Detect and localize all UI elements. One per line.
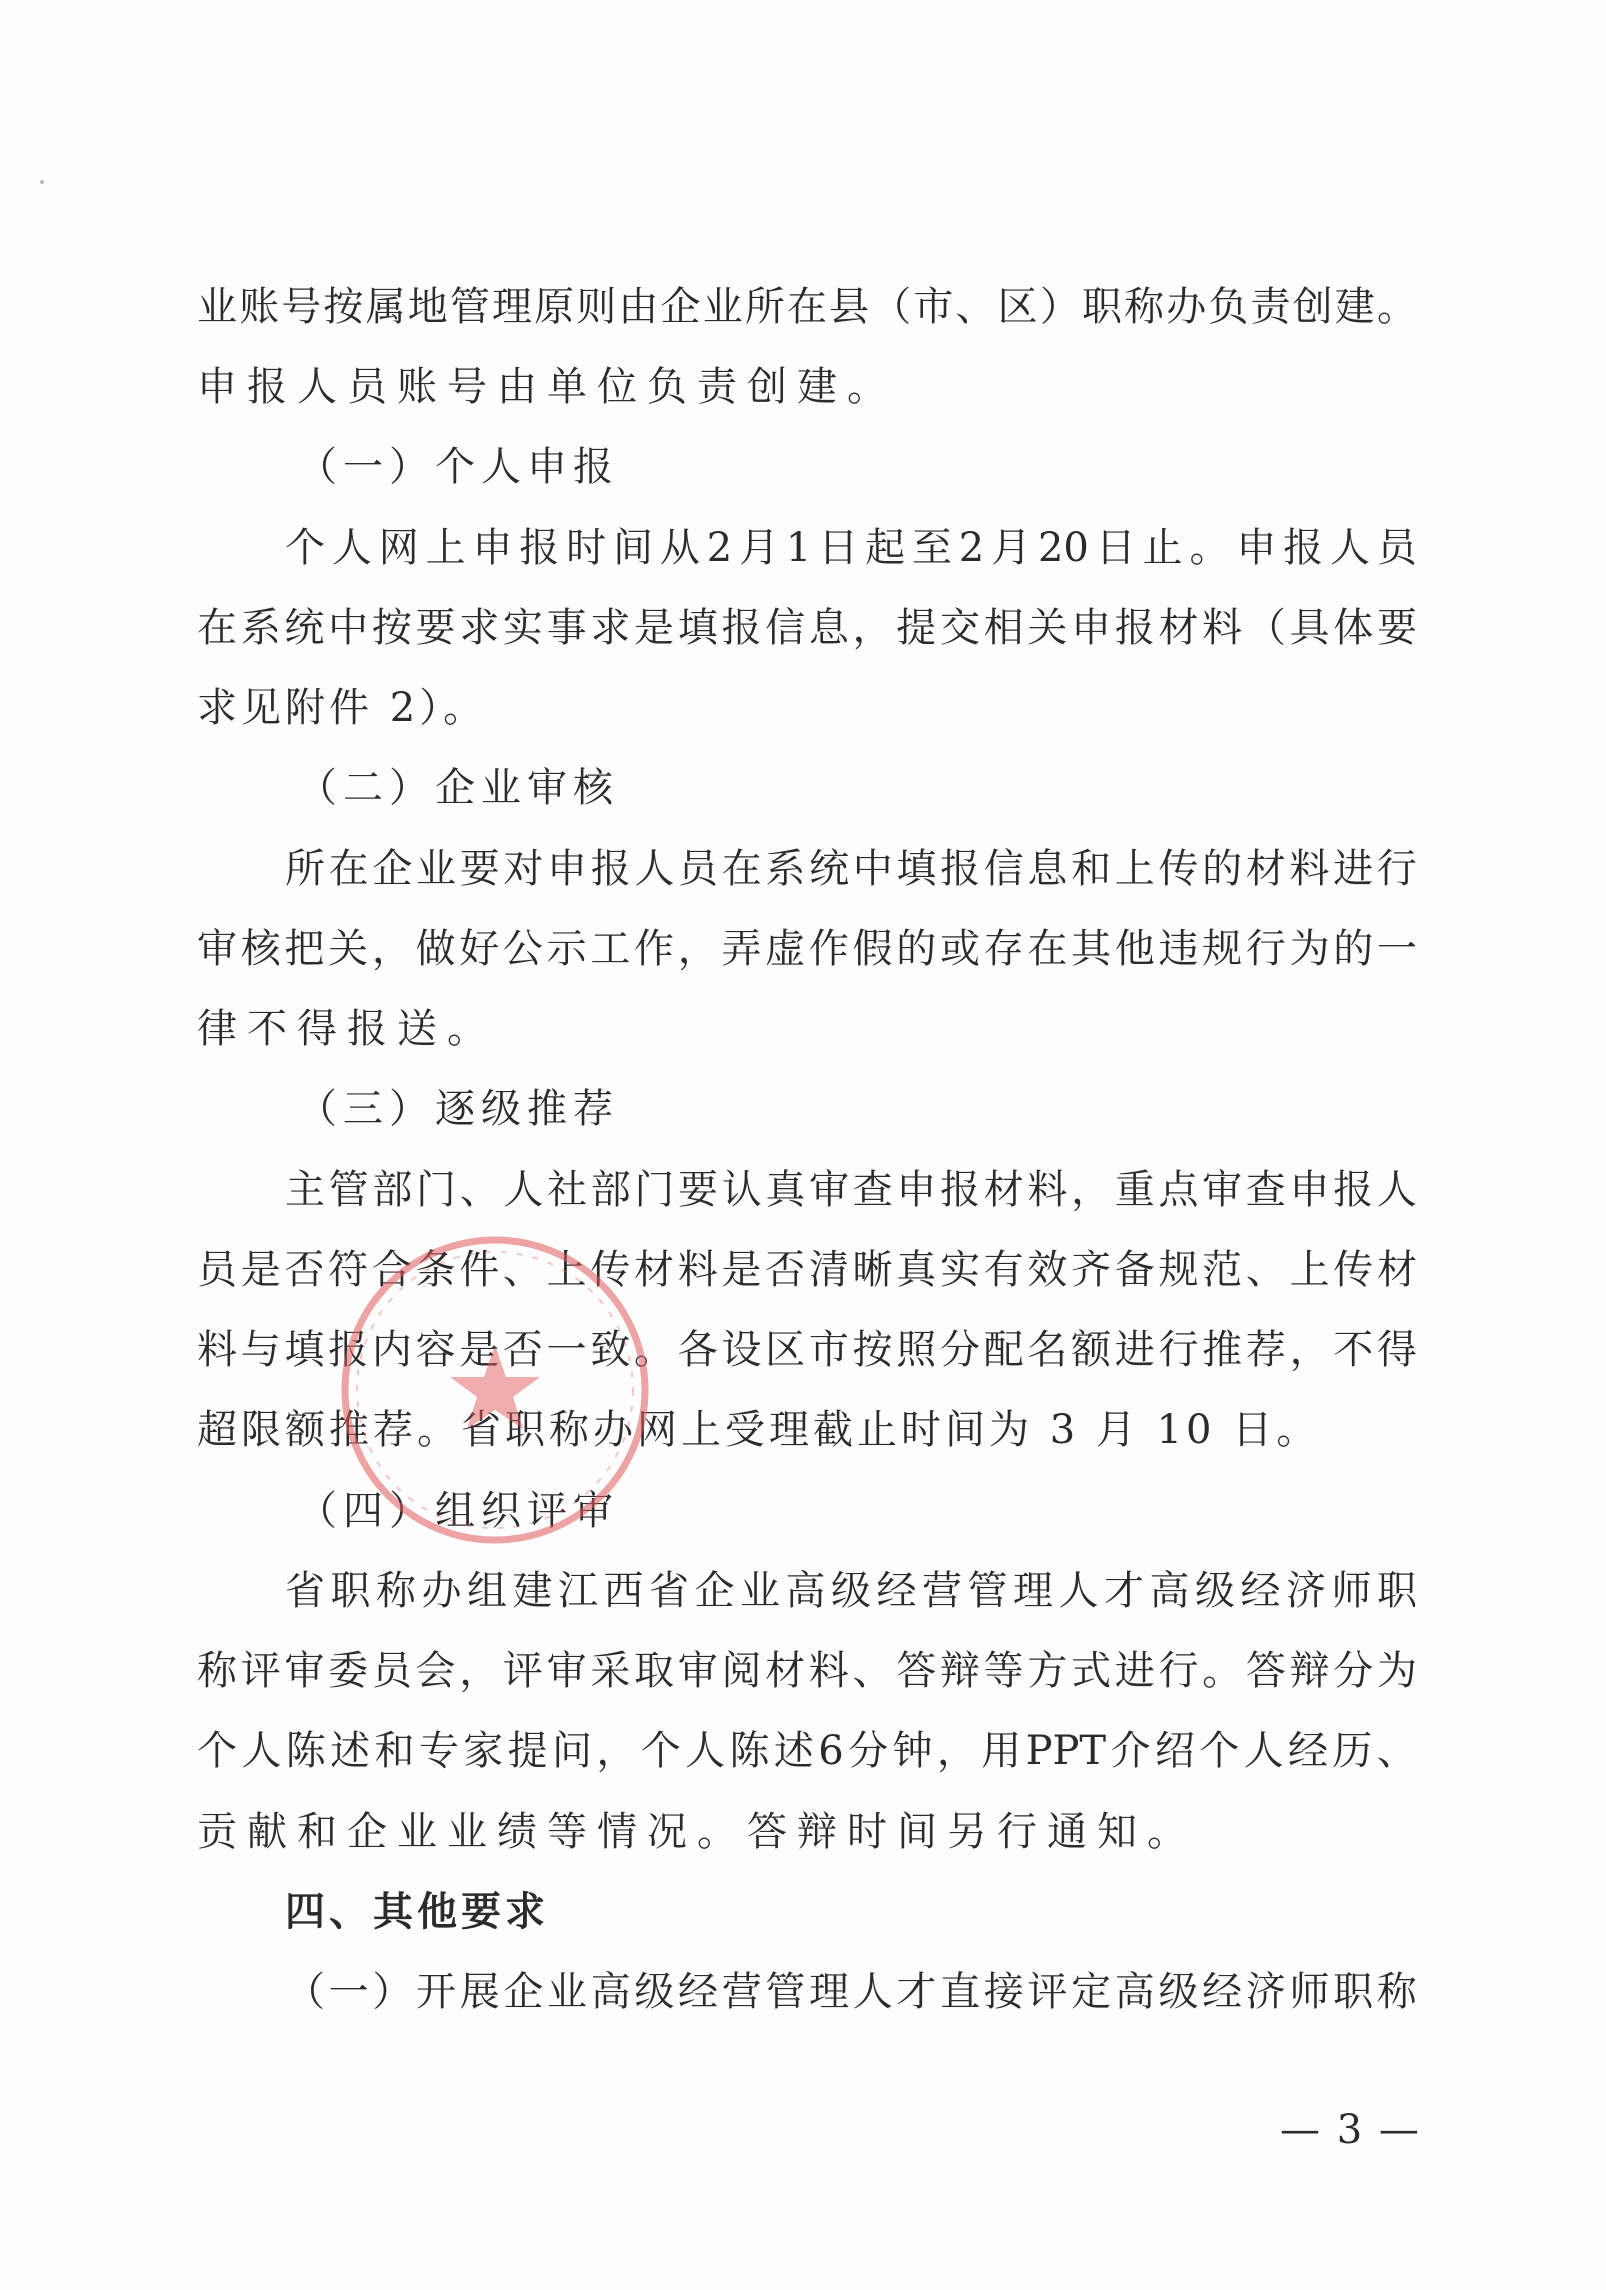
body-line: 贡献和企业业绩等情况。答辩时间另行通知。	[197, 1809, 1197, 1855]
body-line: 审 核 把 关 ， 做 好 公 示 工 作 ， 弄 虚 作 假 的 或 存 在 其 他 违 规 行 为 的 一	[197, 926, 1417, 972]
body-line: 申报人员账号由单位负责创建。	[197, 364, 897, 410]
subheading: （一）个人申报	[297, 444, 619, 490]
body-line: 称 评 审 委 员 会 ， 评 审 采 取 审 阅 材 料 、 答 辩 等 方 式 进 行 。 答 辩 分 为	[197, 1648, 1417, 1694]
page-number: — 3 —	[1280, 2107, 1421, 2153]
body-line: 主 管 部 门 、 人 社 部 门 要 认 真 审 查 申 报 材 料 ， 重 点 审 查 申 报 人	[285, 1167, 1417, 1213]
scan-speck	[40, 180, 44, 184]
subheading: （二）企业审核	[297, 765, 619, 811]
body-line: 超限额推荐。省职称办网上受理截止时间为 3 月 10 日。	[197, 1407, 1321, 1453]
body-line: 在 系 统 中 按 要 求 实 事 求 是 填 报 信 息 ， 提 交 相 关 申 报 材 料 （ 具 体 要	[197, 605, 1417, 651]
body-line: 个 人 网 上 申 报 时 间 从 2 月 1 日 起 至 2 月 20 日 止 。 申 报 人 员	[285, 525, 1417, 571]
body-line: 求见附件 2）。	[197, 685, 488, 731]
body-line: 律不得报送。	[197, 1006, 497, 1052]
body-line: 料 与 填 报 内 容 是 否 一 致 。 各 设 区 市 按 照 分 配 名 额 进 行 推 荐 ， 不 得	[197, 1327, 1417, 1373]
body-line: 省 职 称 办 组 建 江 西 省 企 业 高 级 经 营 管 理 人 才 高 级 经 济 师 职	[285, 1568, 1417, 1614]
subheading: （三）逐级推荐	[297, 1086, 619, 1132]
body-line: 员 是 否 符 合 条 件 、 上 传 材 料 是 否 清 晰 真 实 有 效 齐 备 规 范 、 上 传 材	[197, 1247, 1417, 1293]
body-line: 所 在 企 业 要 对 申 报 人 员 在 系 统 中 填 报 信 息 和 上 传 的 材 料 进 行	[285, 846, 1417, 892]
body-line: （ 一 ） 开 展 企 业 高 级 经 营 管 理 人 才 直 接 评 定 高 级 经 济 师 职 称	[285, 1969, 1417, 2015]
body-line: 个 人 陈 述 和 专 家 提 问 ， 个 人 陈 述 6 分 钟 ， 用 PPT 介 绍 个 人 经 历 、	[197, 1728, 1417, 1774]
subheading: （四）组织评审	[297, 1488, 619, 1534]
section-heading: 四、其他要求	[285, 1889, 549, 1935]
body-line: 业 账 号 按 属 地 管 理 原 则 由 企 业 所 在 县 （ 市 、 区 ） 职 称 办 负 责 创 建 。	[197, 284, 1417, 330]
